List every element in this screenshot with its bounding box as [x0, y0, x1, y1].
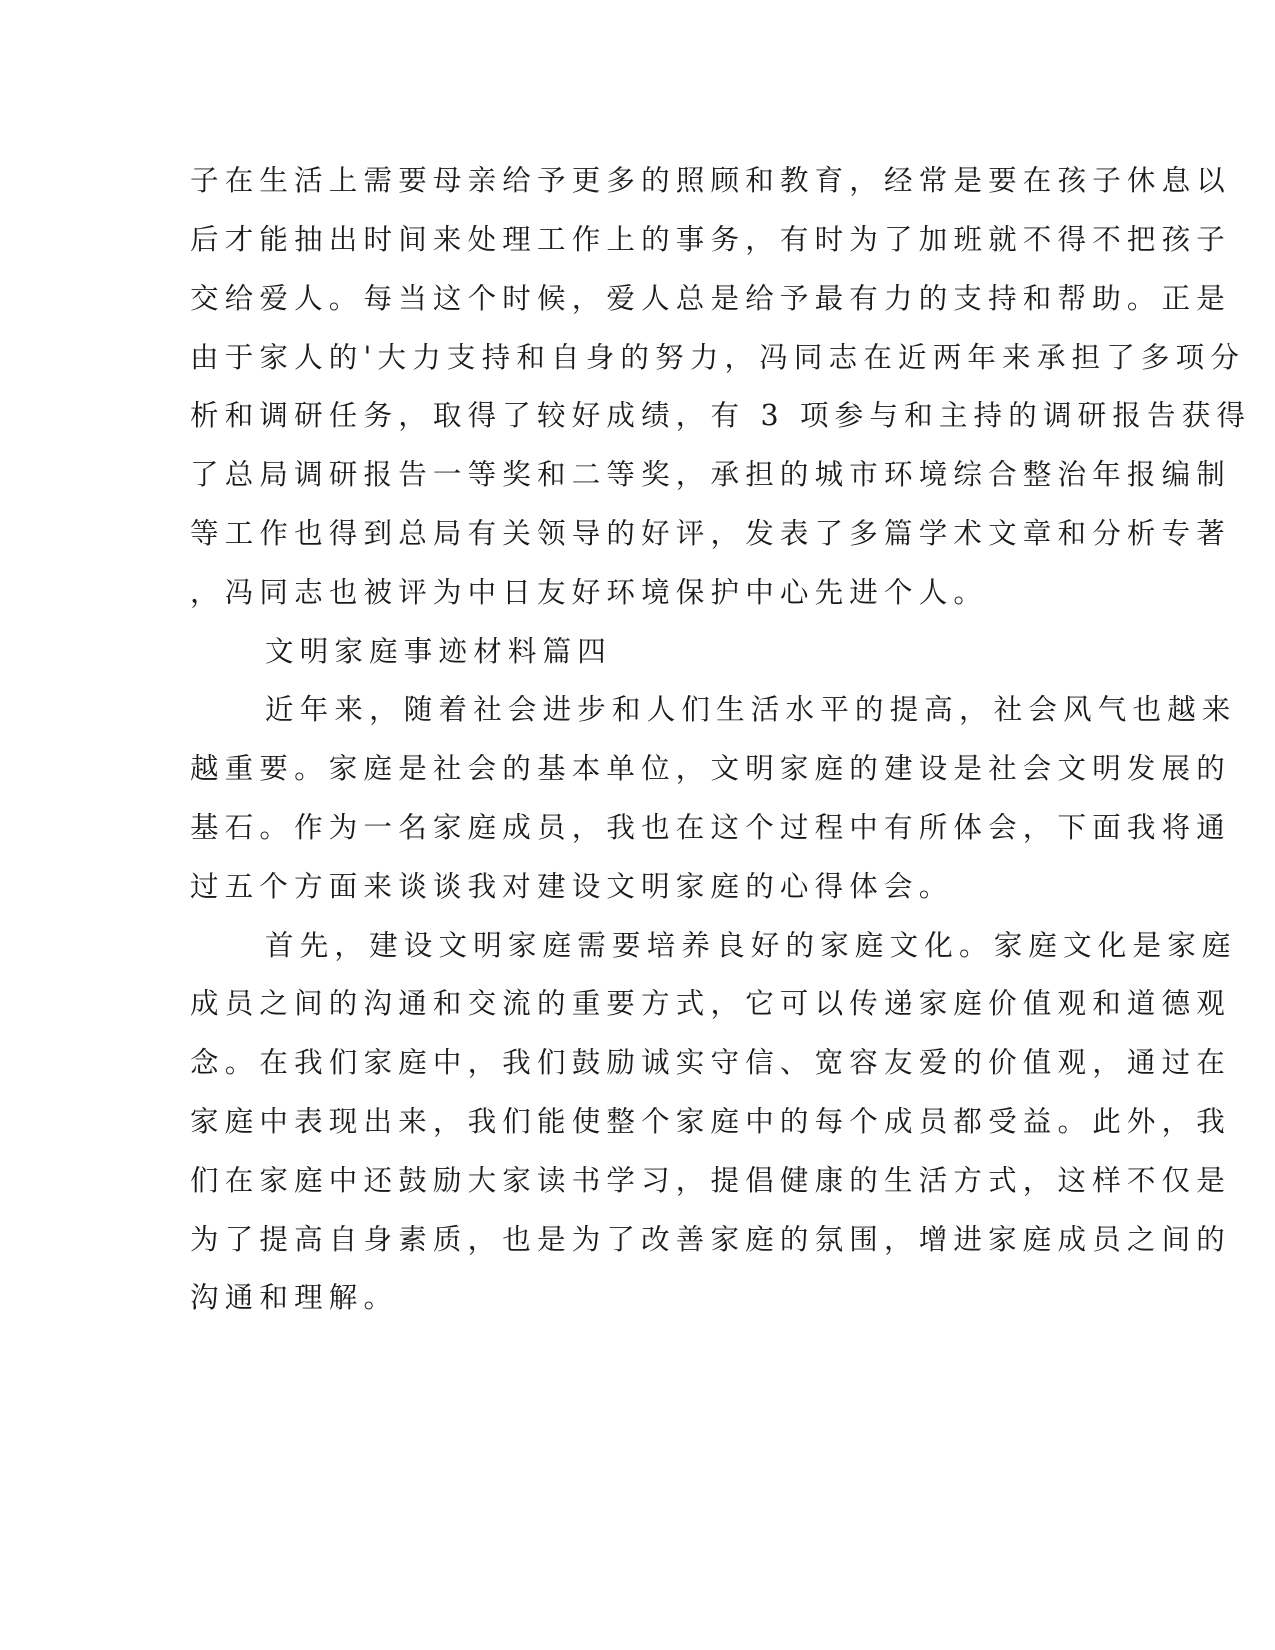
body-text-line: 近年来，随着社会进步和人们生活水平的提高，社会风气也越来	[265, 693, 1237, 726]
body-text-line: 念。在我们家庭中，我们鼓励诚实守信、宽容友爱的价值观，通过在	[190, 1046, 1232, 1079]
body-text-line: 子在生活上需要母亲给予更多的照顾和教育，经常是要在孩子休息以	[190, 164, 1232, 197]
body-text-line: 成员之间的沟通和交流的重要方式，它可以传递家庭价值观和道德观	[190, 987, 1232, 1020]
body-text-line: 越重要。家庭是社会的基本单位，文明家庭的建设是社会文明发展的	[190, 752, 1232, 785]
body-text-line: 了总局调研报告一等奖和二等奖，承担的城市环境综合整治年报编制	[190, 458, 1232, 491]
body-text-line: 为了提高自身素质，也是为了改善家庭的氛围，增进家庭成员之间的	[190, 1223, 1232, 1256]
body-text-line: ，冯同志也被评为中日友好环境保护中心先进个人。	[190, 576, 989, 609]
body-text-line: 基石。作为一名家庭成员，我也在这个过程中有所体会，下面我将通	[190, 811, 1232, 844]
body-text-line: 等工作也得到总局有关领导的好评，发表了多篇学术文章和分析专著	[190, 517, 1232, 550]
body-text-line: 交给爱人。每当这个时候，爱人总是给予最有力的支持和帮助。正是	[190, 282, 1232, 315]
body-text-line: 沟通和理解。	[190, 1281, 399, 1314]
body-text-line: 家庭中表现出来，我们能使整个家庭中的每个成员都受益。此外，我	[190, 1105, 1232, 1138]
body-text-line: 们在家庭中还鼓励大家读书学习，提倡健康的生活方式，这样不仅是	[190, 1164, 1232, 1197]
body-text-line: 后才能抽出时间来处理工作上的事务，有时为了加班就不得不把孩子	[190, 223, 1232, 256]
section-heading: 文明家庭事迹材料篇四	[265, 635, 613, 668]
body-text-line: 析和调研任务，取得了较好成绩，有 3 项参与和主持的调研报告获得	[190, 399, 1252, 432]
body-text-line: 过五个方面来谈谈我对建设文明家庭的心得体会。	[190, 870, 954, 903]
body-text-line: 由于家人的'大力支持和自身的努力，冯同志在近两年来承担了多项分	[190, 341, 1246, 374]
body-text-line: 首先，建设文明家庭需要培养良好的家庭文化。家庭文化是家庭	[265, 929, 1237, 962]
